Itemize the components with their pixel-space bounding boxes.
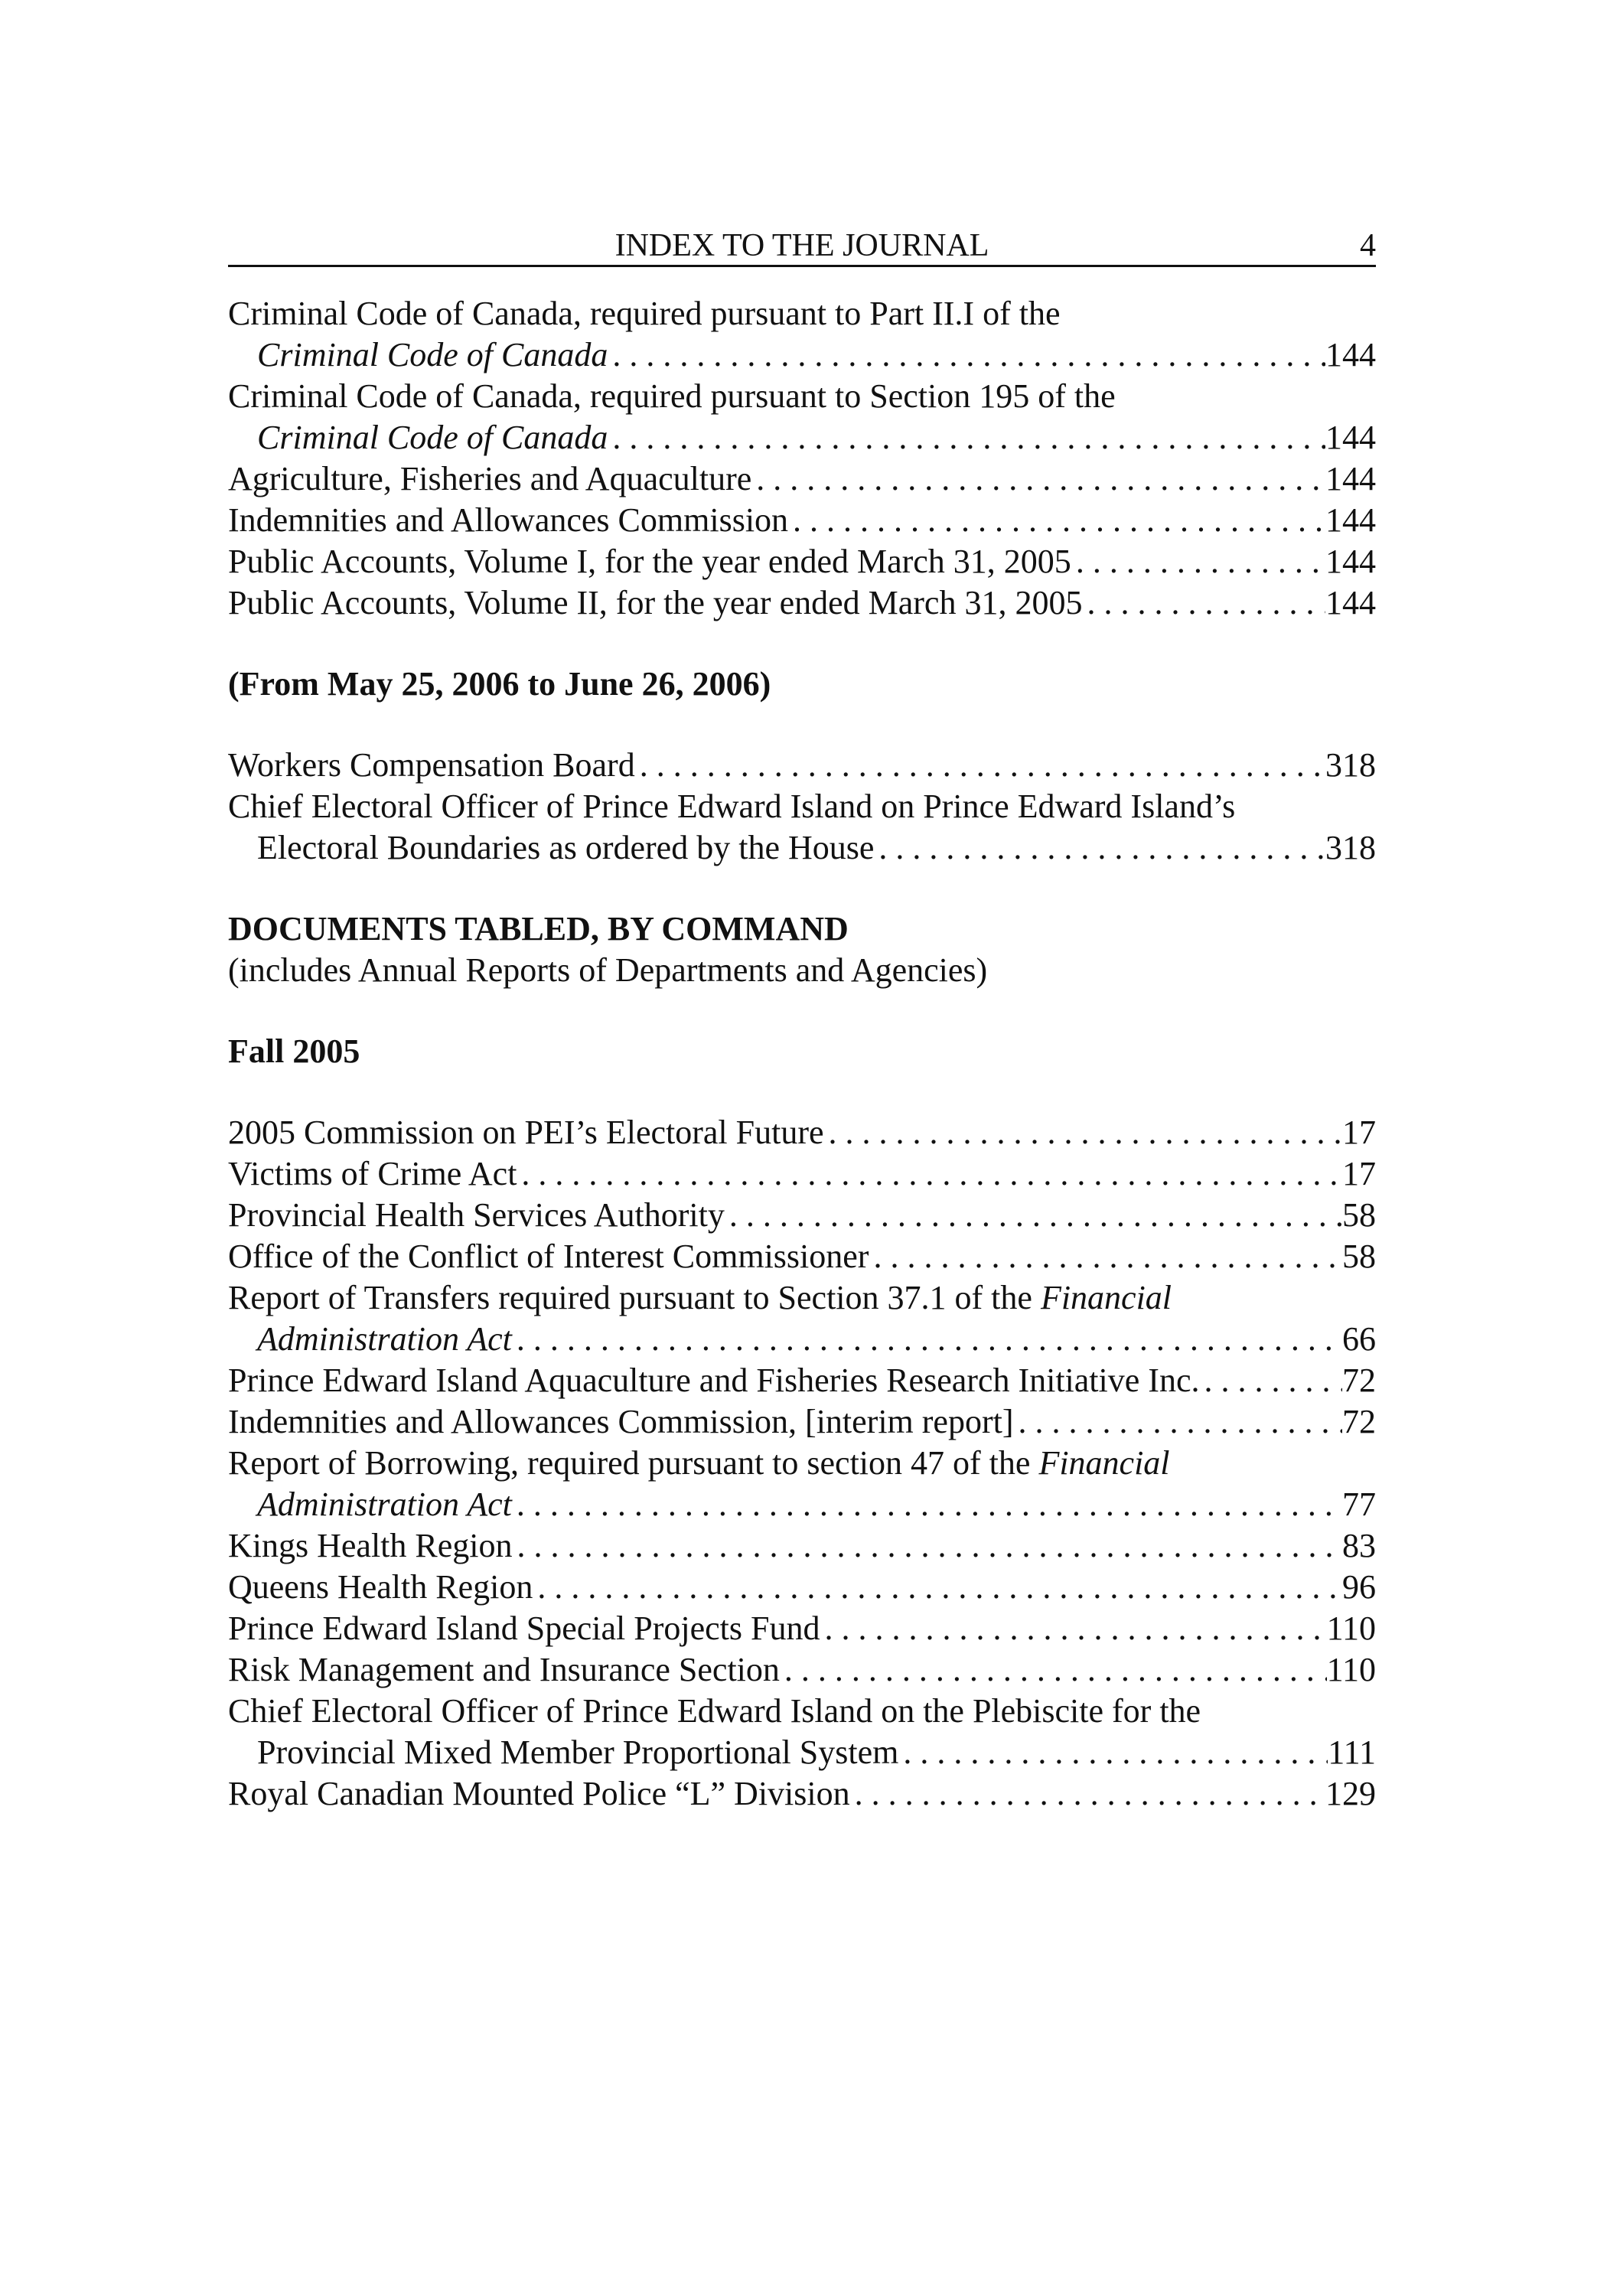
entry-text: Electoral Boundaries as ordered by the House (257, 829, 875, 866)
entry-page: 144 (1325, 543, 1376, 580)
entry-text: Public Accounts, Volume II, for the year ended March 31, 2005 (228, 584, 1083, 621)
entry-page: 110 (1326, 1651, 1376, 1688)
section-note: (includes Annual Reports of Departments and Agencies) (228, 951, 988, 989)
entry-page: 96 (1342, 1568, 1376, 1606)
entry-page: 144 (1325, 336, 1376, 373)
dot-leader (533, 1567, 1342, 1608)
may-section (228, 745, 1376, 869)
dot-leader (820, 1608, 1327, 1649)
dot-leader (608, 417, 1325, 458)
entry-text: Agriculture, Fisheries and Aquaculture (228, 460, 752, 497)
entry-text: Report of Borrowing, required pursuant to section 47 of the Financial (228, 1444, 1170, 1482)
entry-text: Chief Electoral Officer of Prince Edward Island on the Plebiscite for the (228, 1692, 1201, 1730)
entry-text: Criminal Code of Canada, required pursuant to Part II.I of the (228, 295, 1061, 332)
index-page (228, 227, 1376, 1815)
page-number: 4 (1360, 228, 1376, 263)
dot-leader (1071, 541, 1325, 582)
entry-page: 110 (1326, 1609, 1376, 1647)
index-entry (228, 541, 1376, 582)
index-entry (228, 1773, 1376, 1815)
documents-section (228, 1112, 1376, 1815)
entry-text: Prince Edward Island Aquaculture and Fisheries Research Initiative Inc. (228, 1362, 1200, 1399)
dot-leader (788, 500, 1325, 541)
entry-page: 72 (1342, 1403, 1376, 1440)
entry-text: Workers Compensation Board (228, 746, 635, 784)
entry-text: Provincial Health Services Authority (228, 1196, 725, 1234)
entry-text: Administration Act (257, 1320, 512, 1358)
entry-text: Criminal Code of Canada (257, 336, 608, 373)
index-entry (228, 582, 1376, 624)
entry-text: Office of the Conflict of Interest Commissioner (228, 1238, 869, 1275)
entry-page: 144 (1325, 501, 1376, 539)
section-heading: DOCUMENTS TABLED, BY COMMAND (228, 910, 849, 947)
entry-page: 83 (1342, 1527, 1376, 1564)
entry-text: Provincial Mixed Member Proportional System (257, 1733, 899, 1771)
index-entry (228, 786, 1376, 869)
entry-text: Kings Health Region (228, 1527, 513, 1564)
entry-page: 144 (1325, 419, 1376, 456)
entry-page: 77 (1342, 1486, 1376, 1523)
entry-page: 58 (1342, 1238, 1376, 1275)
index-entry (228, 1525, 1376, 1567)
index-entry (228, 1360, 1376, 1401)
entry-text: Risk Management and Insurance Section (228, 1651, 780, 1688)
dot-leader (608, 334, 1325, 376)
dot-leader (1199, 1360, 1342, 1401)
index-entry (228, 376, 1376, 458)
entry-page: 111 (1328, 1733, 1376, 1771)
dot-leader (1082, 582, 1325, 624)
index-entry (228, 1691, 1376, 1773)
dot-leader (874, 827, 1325, 869)
index-entry (228, 1443, 1376, 1525)
index-entry (228, 1236, 1376, 1277)
dot-leader (513, 1525, 1342, 1567)
entry-text: Criminal Code of Canada, required pursuant to Section 195 of the (228, 377, 1116, 415)
index-entry (228, 1195, 1376, 1236)
dot-leader (1013, 1401, 1342, 1443)
index-entry (228, 1649, 1376, 1691)
entry-page: 17 (1342, 1114, 1376, 1151)
index-entry (228, 458, 1376, 500)
entry-page: 318 (1325, 829, 1376, 866)
dot-leader (512, 1484, 1342, 1525)
top-section (228, 293, 1376, 624)
index-entry (228, 293, 1376, 376)
index-entry (228, 500, 1376, 541)
entry-text: Public Accounts, Volume I, for the year ended March 31, 2005 (228, 543, 1071, 580)
entry-text: Victims of Crime Act (228, 1155, 517, 1192)
dot-leader (824, 1112, 1342, 1153)
dot-leader (869, 1236, 1342, 1277)
dot-leader (780, 1649, 1327, 1691)
entry-text: Indemnities and Allowances Commission, [interim report] (228, 1403, 1014, 1440)
index-entry (228, 1567, 1376, 1608)
entry-page: 58 (1342, 1196, 1376, 1234)
entry-text: Criminal Code of Canada (257, 419, 608, 456)
entry-page: 17 (1342, 1155, 1376, 1192)
entry-text: Report of Transfers required pursuant to Section 37.1 of the Financial (228, 1279, 1172, 1316)
dot-leader (517, 1153, 1342, 1195)
index-entry (228, 745, 1376, 786)
subsection-heading: Fall 2005 (228, 1032, 360, 1070)
entry-text: Royal Canadian Mounted Police “L” Division (228, 1775, 850, 1812)
index-entry (228, 1153, 1376, 1195)
entry-text: Administration Act (257, 1486, 512, 1523)
page-header (228, 227, 1376, 267)
index-entry (228, 1277, 1376, 1360)
dot-leader (512, 1319, 1342, 1360)
dot-leader (751, 458, 1325, 500)
dot-leader (635, 745, 1325, 786)
entry-text: Queens Health Region (228, 1568, 533, 1606)
entry-page: 72 (1342, 1362, 1376, 1399)
index-entry (228, 1401, 1376, 1443)
index-entry (228, 1112, 1376, 1153)
entry-text: 2005 Commission on PEI’s Electoral Future (228, 1114, 824, 1151)
entry-page: 144 (1325, 584, 1376, 621)
index-entry (228, 1608, 1376, 1649)
entry-page: 66 (1342, 1320, 1376, 1358)
entry-page: 318 (1325, 746, 1376, 784)
dot-leader (898, 1732, 1328, 1773)
entry-text: Chief Electoral Officer of Prince Edward Island on Prince Edward Island’s (228, 788, 1236, 825)
dot-leader (725, 1195, 1342, 1236)
dot-leader (850, 1773, 1325, 1815)
section-heading: (From May 25, 2006 to June 26, 2006) (228, 665, 771, 703)
entry-page: 144 (1325, 460, 1376, 497)
entry-page: 129 (1325, 1775, 1376, 1812)
page-title: INDEX TO THE JOURNAL (614, 228, 989, 263)
entry-text: Indemnities and Allowances Commission (228, 501, 789, 539)
entry-text: Prince Edward Island Special Projects Fund (228, 1609, 820, 1647)
